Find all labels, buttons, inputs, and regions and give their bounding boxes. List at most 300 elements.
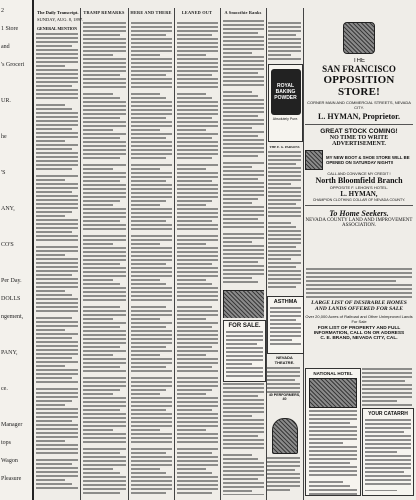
- text-line: [131, 109, 172, 111]
- text-line: [36, 124, 78, 126]
- text-line: [223, 28, 264, 30]
- text-line: [365, 419, 411, 421]
- text-line: [36, 369, 78, 371]
- text-line: [83, 93, 113, 95]
- text-line: [223, 72, 258, 74]
- text-line: [83, 330, 126, 332]
- news-column: [268, 22, 301, 62]
- text-line: [223, 281, 258, 283]
- text-line: [83, 346, 120, 348]
- ad-text: [309, 410, 357, 495]
- text-line: [223, 202, 252, 204]
- text-line: [223, 198, 258, 200]
- text-line: [177, 472, 212, 474]
- text-line: [365, 447, 411, 449]
- text-line: [268, 50, 301, 52]
- text-line: [267, 465, 300, 467]
- text-line: [223, 20, 264, 22]
- text-line: [36, 392, 78, 394]
- text-line: [131, 82, 172, 84]
- text-line: [36, 452, 78, 454]
- news-column: [131, 22, 172, 494]
- text-line: [365, 475, 411, 477]
- text-line: [268, 179, 301, 181]
- text-line: [177, 247, 218, 249]
- ad-royal-word: ROYAL: [276, 83, 295, 89]
- text-line: [365, 427, 411, 429]
- text-line: [131, 405, 172, 407]
- text-line: [309, 446, 357, 448]
- text-line: [223, 458, 258, 460]
- text-line: [83, 184, 126, 186]
- text-line: [131, 314, 172, 316]
- news-column: [223, 20, 264, 285]
- text-line: [131, 243, 160, 245]
- text-line: [268, 42, 301, 44]
- text-line: [131, 149, 172, 151]
- text-line: [83, 306, 120, 308]
- text-line: [268, 38, 301, 40]
- text-line: [83, 164, 126, 166]
- text-line: [268, 151, 301, 153]
- text-line: [177, 409, 212, 411]
- text-line: [131, 429, 160, 431]
- ad-call: CALL AND CONVINCE MY CREDIT !: [327, 172, 391, 176]
- text-line: [177, 58, 218, 60]
- text-line: [223, 494, 264, 495]
- text-line: [268, 211, 301, 213]
- gutter-text: 's Groceri: [1, 62, 25, 68]
- text-line: [268, 171, 301, 173]
- text-line: [223, 474, 264, 476]
- text-line: [83, 283, 120, 285]
- text-line: [177, 464, 218, 466]
- text-line: [177, 168, 206, 170]
- portrait-ad: [267, 418, 302, 494]
- news-column: [36, 24, 78, 494]
- text-line: [36, 77, 78, 79]
- text-line: [268, 167, 301, 169]
- previous-page-edge: [0, 0, 34, 500]
- text-line: [83, 362, 126, 364]
- text-line: [131, 192, 172, 194]
- text-line: [36, 89, 78, 91]
- text-line: [36, 41, 78, 43]
- text-line: [270, 315, 301, 317]
- text-line: [223, 490, 252, 492]
- text-line: [226, 367, 263, 369]
- text-line: [36, 381, 78, 383]
- text-line: [309, 493, 357, 495]
- text-line: [268, 282, 301, 284]
- text-line: [306, 288, 412, 290]
- text-line: [306, 276, 412, 278]
- text-line: [36, 345, 78, 347]
- text-line: [83, 82, 126, 84]
- text-line: [177, 452, 212, 454]
- gutter-text: he: [1, 134, 7, 140]
- text-line: [83, 350, 126, 352]
- text-line: [223, 454, 252, 456]
- text-line: [83, 476, 126, 478]
- text-line: [226, 351, 263, 353]
- text-line: [362, 372, 412, 374]
- text-line: [83, 275, 126, 277]
- article-text: [36, 33, 78, 489]
- text-line: [177, 188, 218, 190]
- text-line: [36, 108, 72, 110]
- text-line: [309, 430, 357, 432]
- text-line: [223, 40, 264, 42]
- text-line: [131, 338, 172, 340]
- text-line: [131, 287, 172, 289]
- text-line: [83, 133, 126, 135]
- text-line: [36, 467, 78, 469]
- text-line: [268, 195, 301, 197]
- ad-proprietor: L. HYMAN, Proprietor.: [318, 112, 400, 121]
- text-line: [36, 266, 78, 268]
- text-line: [309, 422, 350, 424]
- text-line: [131, 413, 172, 415]
- text-line: [177, 330, 218, 332]
- gutter-text: UR.: [1, 98, 11, 104]
- text-line: [131, 247, 172, 249]
- text-line: [83, 468, 113, 470]
- text-line: [177, 212, 218, 214]
- text-line: [226, 371, 263, 373]
- text-line: [223, 52, 252, 54]
- text-line: [365, 479, 411, 481]
- text-line: [131, 129, 160, 131]
- illustrated-ad: [223, 290, 264, 318]
- text-line: [223, 60, 264, 62]
- text-line: [83, 287, 126, 289]
- text-line: [177, 184, 218, 186]
- text-line: [131, 259, 172, 261]
- text-line: [83, 429, 113, 431]
- text-line: [131, 74, 166, 76]
- text-line: [131, 86, 172, 88]
- text-line: [223, 447, 264, 449]
- text-line: [83, 117, 120, 119]
- text-line: [267, 477, 300, 479]
- gutter-text: DOLLS: [1, 296, 21, 302]
- text-line: [268, 26, 301, 28]
- asthma-heading: ASTHMA: [273, 299, 298, 305]
- text-line: [131, 350, 172, 352]
- text-line: [131, 472, 166, 474]
- catarrh-ad: [362, 408, 414, 496]
- text-line: [177, 66, 218, 68]
- text-line: [223, 170, 264, 172]
- for-sale-ad: [223, 320, 266, 382]
- text-line: [83, 208, 126, 210]
- text-line: [131, 164, 172, 166]
- text-line: [83, 397, 126, 399]
- text-line: [83, 172, 126, 174]
- text-line: [36, 250, 78, 252]
- text-line: [362, 392, 412, 394]
- text-line: [309, 438, 357, 440]
- text-line: [36, 175, 78, 177]
- text-line: [83, 385, 126, 387]
- text-line: [36, 432, 78, 434]
- text-line: [131, 437, 172, 439]
- text-line: [131, 393, 160, 395]
- text-line: [83, 484, 126, 486]
- news-column: [177, 22, 218, 494]
- text-line: [268, 183, 291, 185]
- text-line: [83, 413, 126, 415]
- text-line: [365, 483, 411, 485]
- text-line: [177, 433, 218, 435]
- gutter-text: tops: [1, 440, 12, 446]
- theatre-heading: NEVADA THEATRE.: [274, 355, 295, 365]
- theatre-ad: [267, 355, 302, 415]
- text-line: [177, 287, 218, 289]
- text-line: [36, 459, 78, 461]
- text-line: [131, 267, 172, 269]
- text-line: [223, 174, 264, 176]
- text-line: [223, 431, 264, 433]
- text-line: [177, 291, 218, 293]
- text-line: [177, 393, 206, 395]
- article-text: [223, 20, 264, 283]
- text-line: [36, 116, 78, 118]
- text-line: [268, 262, 301, 264]
- text-line: [36, 156, 78, 158]
- gutter-text: Per Day.: [1, 278, 22, 284]
- text-line: [309, 462, 350, 464]
- text-line: [36, 148, 72, 150]
- text-line: [223, 143, 264, 145]
- text-line: [177, 358, 218, 360]
- text-line: [131, 121, 172, 123]
- text-line: [365, 467, 411, 469]
- text-line: [83, 492, 120, 494]
- text-line: [177, 267, 218, 269]
- text-line: [223, 482, 264, 484]
- text-line: [223, 162, 264, 164]
- text-line: [267, 387, 300, 389]
- text-line: [268, 58, 301, 60]
- text-line: [309, 489, 357, 491]
- text-line: [226, 359, 263, 361]
- text-line: [223, 48, 264, 50]
- text-line: [223, 261, 258, 263]
- text-line: [267, 469, 295, 471]
- text-line: [131, 196, 172, 198]
- text-line: [83, 295, 126, 297]
- text-line: [83, 188, 126, 190]
- text-line: [131, 385, 172, 387]
- text-line: [83, 200, 120, 202]
- text-line: [223, 68, 264, 70]
- text-line: [223, 210, 264, 212]
- text-line: [223, 80, 264, 82]
- text-line: [309, 454, 357, 456]
- text-line: [83, 42, 126, 44]
- text-line: [270, 339, 292, 341]
- text-line: [223, 257, 264, 259]
- text-line: [83, 326, 120, 328]
- text-line: [223, 462, 264, 464]
- national-hotel-ad: [305, 368, 361, 496]
- text-line: [131, 251, 172, 253]
- text-line: [131, 145, 172, 147]
- text-line: [223, 486, 264, 488]
- text-line: [131, 212, 172, 214]
- gutter-text: Manager: [1, 422, 23, 428]
- text-line: [267, 371, 300, 373]
- text-line: [177, 405, 218, 407]
- text-line: [268, 242, 301, 244]
- baking-powder-can-icon: [271, 69, 301, 115]
- text-line: [36, 97, 78, 99]
- text-line: [270, 343, 301, 345]
- ad-text: [267, 457, 300, 491]
- text-line: [36, 57, 78, 59]
- text-line: [223, 470, 264, 472]
- text-line: [83, 366, 120, 368]
- text-line: [177, 224, 218, 226]
- text-line: [270, 319, 296, 321]
- text-line: [223, 24, 264, 26]
- text-line: [83, 30, 126, 32]
- text-line: [177, 101, 218, 103]
- text-line: [177, 141, 218, 143]
- text-line: [177, 129, 206, 131]
- text-line: [83, 251, 126, 253]
- text-line: [177, 62, 218, 64]
- text-line: [268, 191, 301, 193]
- text-line: [223, 419, 264, 421]
- text-line: [177, 283, 212, 285]
- text-line: [36, 85, 72, 87]
- article-text: [131, 22, 172, 494]
- text-line: [223, 241, 252, 243]
- text-line: [223, 466, 264, 468]
- text-line: [131, 417, 172, 419]
- text-line: [177, 251, 218, 253]
- text-line: [177, 125, 218, 127]
- text-line: [131, 480, 172, 482]
- paper-title: The Daily Transcript.: [37, 10, 79, 15]
- text-line: [83, 417, 126, 419]
- text-line: [306, 280, 396, 282]
- ad-boots: MY NEW BOOT & SHOE STORE WILL BE OPENED ON SATURDAY NIGHT!!: [326, 155, 410, 165]
- text-line: [131, 275, 172, 277]
- listing-text: [306, 268, 412, 298]
- text-line: [177, 172, 218, 174]
- text-line: [83, 370, 126, 372]
- text-line: [177, 389, 212, 391]
- text-line: [131, 476, 172, 478]
- text-line: [36, 471, 78, 473]
- text-line: [36, 325, 78, 327]
- text-line: [131, 464, 172, 466]
- text-line: [177, 318, 206, 320]
- text-line: [223, 107, 264, 109]
- ad-acres: Over 20,000 Acres of Railroad and Other Unimproved Lands For Sale: [305, 314, 413, 324]
- text-line: [36, 69, 78, 71]
- text-line: [131, 180, 166, 182]
- text-line: [36, 191, 72, 193]
- ad-the: THE: [353, 58, 365, 64]
- text-line: [223, 194, 264, 196]
- ad-text: [270, 307, 301, 345]
- text-line: [177, 488, 218, 490]
- text-line: [83, 105, 126, 107]
- text-line: [83, 145, 126, 147]
- text-line: [177, 448, 218, 450]
- text-line: [131, 492, 166, 494]
- text-line: [36, 483, 72, 485]
- text-line: [177, 441, 218, 443]
- text-line: [177, 42, 218, 44]
- text-line: [131, 66, 172, 68]
- text-line: [365, 431, 404, 433]
- text-line: [177, 164, 218, 166]
- text-line: [223, 214, 264, 216]
- text-line: [223, 423, 264, 425]
- text-line: [36, 317, 72, 319]
- text-line: [36, 475, 78, 477]
- royal-baking-powder-ad: [268, 64, 303, 142]
- text-line: [131, 401, 172, 403]
- text-line: [83, 464, 126, 466]
- text-line: [36, 278, 78, 280]
- text-line: [83, 22, 126, 24]
- text-line: [177, 133, 218, 135]
- text-line: [36, 227, 78, 229]
- text-line: [131, 322, 172, 324]
- text-line: [177, 86, 218, 88]
- text-line: [177, 26, 218, 28]
- text-line: [83, 243, 113, 245]
- text-line: [177, 492, 212, 494]
- text-line: [36, 246, 78, 248]
- text-line: [131, 421, 172, 423]
- section-heading: GENERAL MENTION: [36, 26, 78, 31]
- text-line: [177, 401, 218, 403]
- text-line: [83, 192, 126, 194]
- text-line: [83, 334, 126, 336]
- text-line: [131, 448, 172, 450]
- text-line: [223, 36, 264, 38]
- text-line: [83, 354, 113, 356]
- text-line: [83, 113, 126, 115]
- text-line: [36, 164, 78, 166]
- ad-home-seekers: To Home Seekers.: [329, 209, 389, 218]
- text-line: [177, 54, 206, 56]
- text-line: [36, 357, 72, 359]
- text-line: [131, 224, 172, 226]
- news-column: [268, 143, 301, 293]
- text-line: [268, 266, 296, 268]
- text-line: [36, 274, 72, 276]
- text-line: [83, 358, 126, 360]
- text-line: [268, 246, 296, 248]
- text-line: [177, 220, 212, 222]
- ad-heading: THE E. G. PARSONS: [269, 145, 300, 149]
- text-line: [131, 26, 172, 28]
- text-line: [177, 366, 212, 368]
- text-line: [36, 294, 72, 296]
- text-line: [223, 249, 264, 251]
- text-line: [83, 235, 126, 237]
- text-line: [177, 208, 218, 210]
